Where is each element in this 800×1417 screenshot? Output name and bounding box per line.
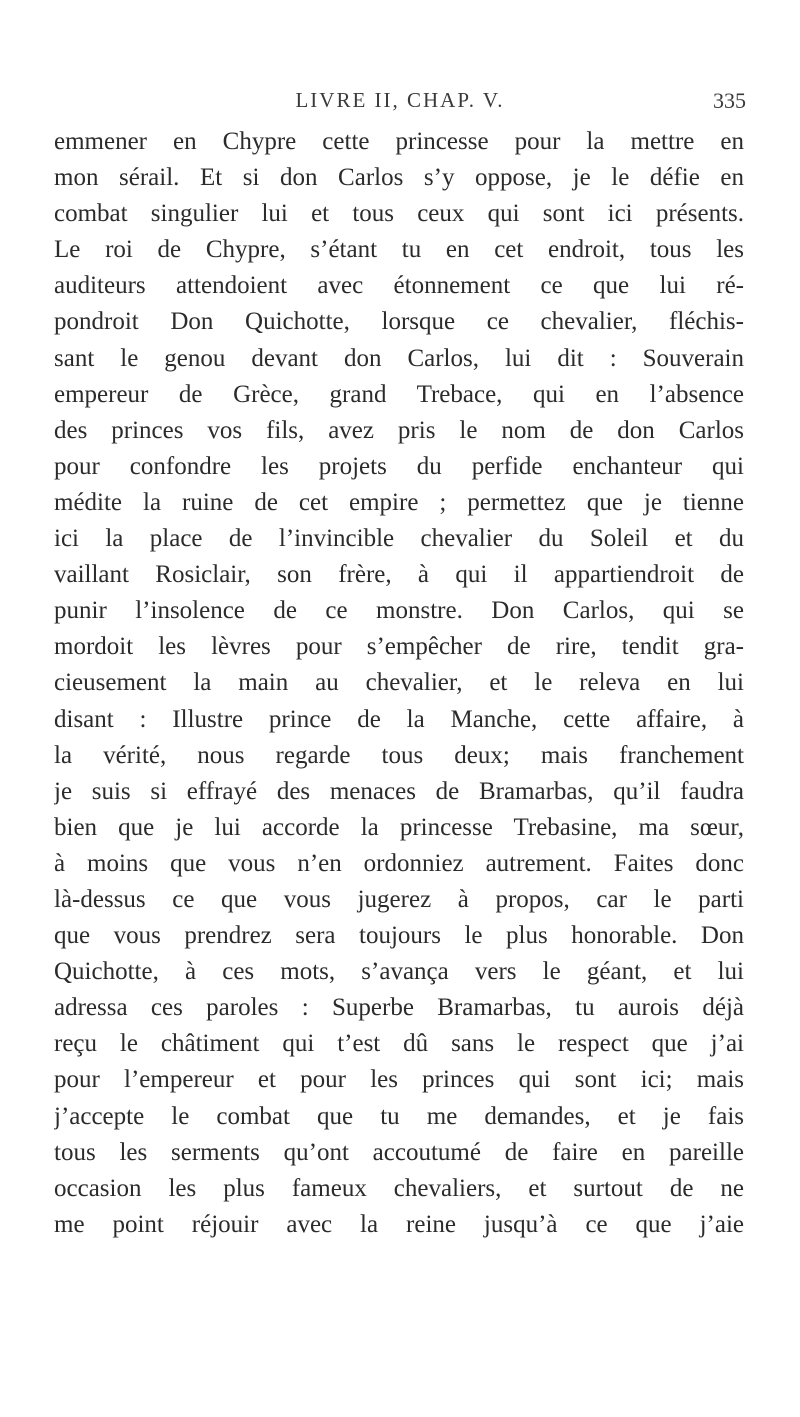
text-line: ici la place de l’invincible chevalier du Soleil et du <box>54 525 744 553</box>
text-line: pondroit Don Quichotte, lorsque ce chevalier, fléchis- <box>54 308 744 336</box>
body-text <box>54 124 744 1243</box>
text-line: emmener en Chypre cette princesse pour la mettre en <box>54 128 744 155</box>
text-line: cieusement la main au chevalier, et le releva en lui <box>54 669 744 697</box>
text-line: me point réjouir avec la reine jusqu’à ce que j’aie <box>54 1210 744 1238</box>
text-line: pour confondre les projets du perfide enchanteur qui <box>54 452 744 480</box>
text-line: tous les serments qu’ont accoutumé de faire en pareille <box>54 1138 744 1166</box>
running-title: LIVRE II, CHAP. V. <box>295 88 505 112</box>
text-line: la vérité, nous regarde tous deux; mais franchement <box>54 741 744 769</box>
text-line: auditeurs attendoient avec étonnement ce que lui ré- <box>54 272 744 300</box>
page-number: 335 <box>713 88 746 113</box>
text-line: là-dessus ce que vous jugerez à propos, car le parti <box>54 885 744 913</box>
text-line: mon sérail. Et si don Carlos s’y oppose, je le défie en <box>54 164 744 192</box>
text-line: Quichotte, à ces mots, s’avança vers le géant, et lui <box>54 958 744 986</box>
text-line: Le roi de Chypre, s’étant tu en cet endroit, tous les <box>54 236 744 264</box>
text-line: occasion les plus fameux chevaliers, et surtout de ne <box>54 1174 744 1202</box>
text-line: sant le genou devant don Carlos, lui dit : Souverain <box>54 344 744 372</box>
text-line: reçu le châtiment qui t’est dû sans le respect que j’ai <box>54 1030 744 1058</box>
text-line: à moins que vous n’en ordonniez autrement. Faites donc <box>54 849 744 877</box>
text-line: combat singulier lui et tous ceux qui sont ici présents. <box>54 200 744 228</box>
text-line: pour l’empereur et pour les princes qui sont ici; mais <box>54 1066 744 1094</box>
text-line: je suis si effrayé des menaces de Bramarbas, qu’il faudra <box>54 777 744 805</box>
text-line: des princes vos fils, avez pris le nom de don Carlos <box>54 416 744 444</box>
text-line: bien que je lui accorde la princesse Trebasine, ma sœur, <box>54 813 744 841</box>
text-line: empereur de Grèce, grand Trebace, qui en l’absence <box>54 380 744 408</box>
text-line: médite la ruine de cet empire ; permettez que je tienne <box>54 488 744 516</box>
text-line: j’accepte le combat que tu me demandes, et je fais <box>54 1102 744 1130</box>
text-line: disant : Illustre prince de la Manche, cette affaire, à <box>54 705 744 733</box>
text-line: que vous prendrez sera toujours le plus honorable. Don <box>54 922 744 950</box>
text-line: punir l’insolence de ce monstre. Don Carlos, qui se <box>54 597 744 625</box>
text-line: mordoit les lèvres pour s’empêcher de rire, tendit gra- <box>54 633 744 661</box>
text-line: adressa ces paroles : Superbe Bramarbas, tu aurois déjà <box>54 994 744 1022</box>
running-head <box>0 88 800 118</box>
text-line: vaillant Rosiclair, son frère, à qui il appartiendroit de <box>54 561 744 589</box>
